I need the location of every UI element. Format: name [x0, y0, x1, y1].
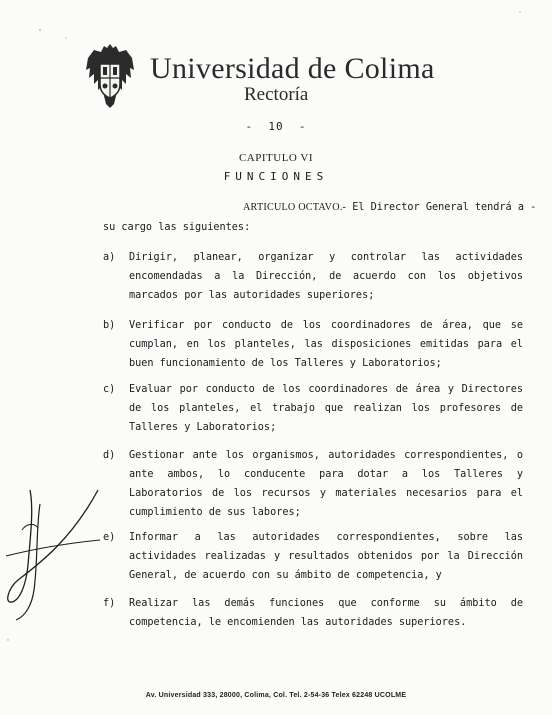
page-number: - 10 - — [245, 120, 307, 133]
office-name: Rectoría — [244, 84, 309, 105]
footer-address: Av. Universidad 333, 28000, Colima, Col. Tel. 2-54-36 Telex 62248 UCOLME — [145, 692, 407, 699]
chapter-title: CAPITULO VI — [238, 152, 314, 164]
list-item-text: Realizar las demás funciones que conforme su ámbito de competencia, le encomienden las autoridades superiores. — [129, 598, 523, 628]
list-item-text: Informar a las autoridades correspondientes, sobre las actividades realizadas y resultados obtenidos por la Dirección General, de acuerdo con su ámbito de competencia, y — [129, 532, 523, 581]
list-item-marker: f) — [103, 598, 116, 609]
article-intro-line1 — [103, 198, 537, 218]
chapter-subtitle: FUNCIONES — [223, 170, 329, 183]
handwritten-signature — [0, 470, 110, 630]
list-item-text: Evaluar por conducto de los coordinadores de área y Directores de los planteles, el trabajo que realizan los profesores de Talleres y Laboratorios; — [129, 384, 523, 433]
list-item-marker: a) — [103, 252, 116, 263]
article-intro-line2: su cargo las siguientes: — [103, 222, 251, 233]
article-title: ARTICULO OCTAVO.- — [243, 202, 347, 213]
list-item-text: Verificar por conducto de los coordinadores de área, que se cumplan, en los planteles, las disposiciones emitidas para el buen funcionamiento de los Talleres y Laboratorios; — [129, 320, 523, 369]
list-item-marker: d) — [103, 450, 116, 461]
list-item-marker: c) — [103, 384, 116, 395]
university-crest-icon — [84, 44, 136, 110]
list-item-marker: b) — [103, 320, 116, 331]
article-intro — [103, 198, 537, 238]
letterhead — [0, 0, 552, 120]
article-intro-text: El Director General tendrá a - — [346, 202, 537, 213]
list-item-text: Gestionar ante los organismos, autoridades correspondientes, o ante ambos, lo conducente para dotar a los Talleres y Laboratorios de los recursos y materiales necesarios para el cumplimiento de sus labores; — [129, 450, 523, 518]
university-name: Universidad de Colima — [150, 52, 435, 85]
list-item-text: Dirigir, planear, organizar y controlar las actividades encomendadas a la Dirección, de acuerdo con los objetivos marcados por las autoridades superiores; — [129, 252, 523, 301]
list-item-marker: e) — [103, 532, 116, 543]
